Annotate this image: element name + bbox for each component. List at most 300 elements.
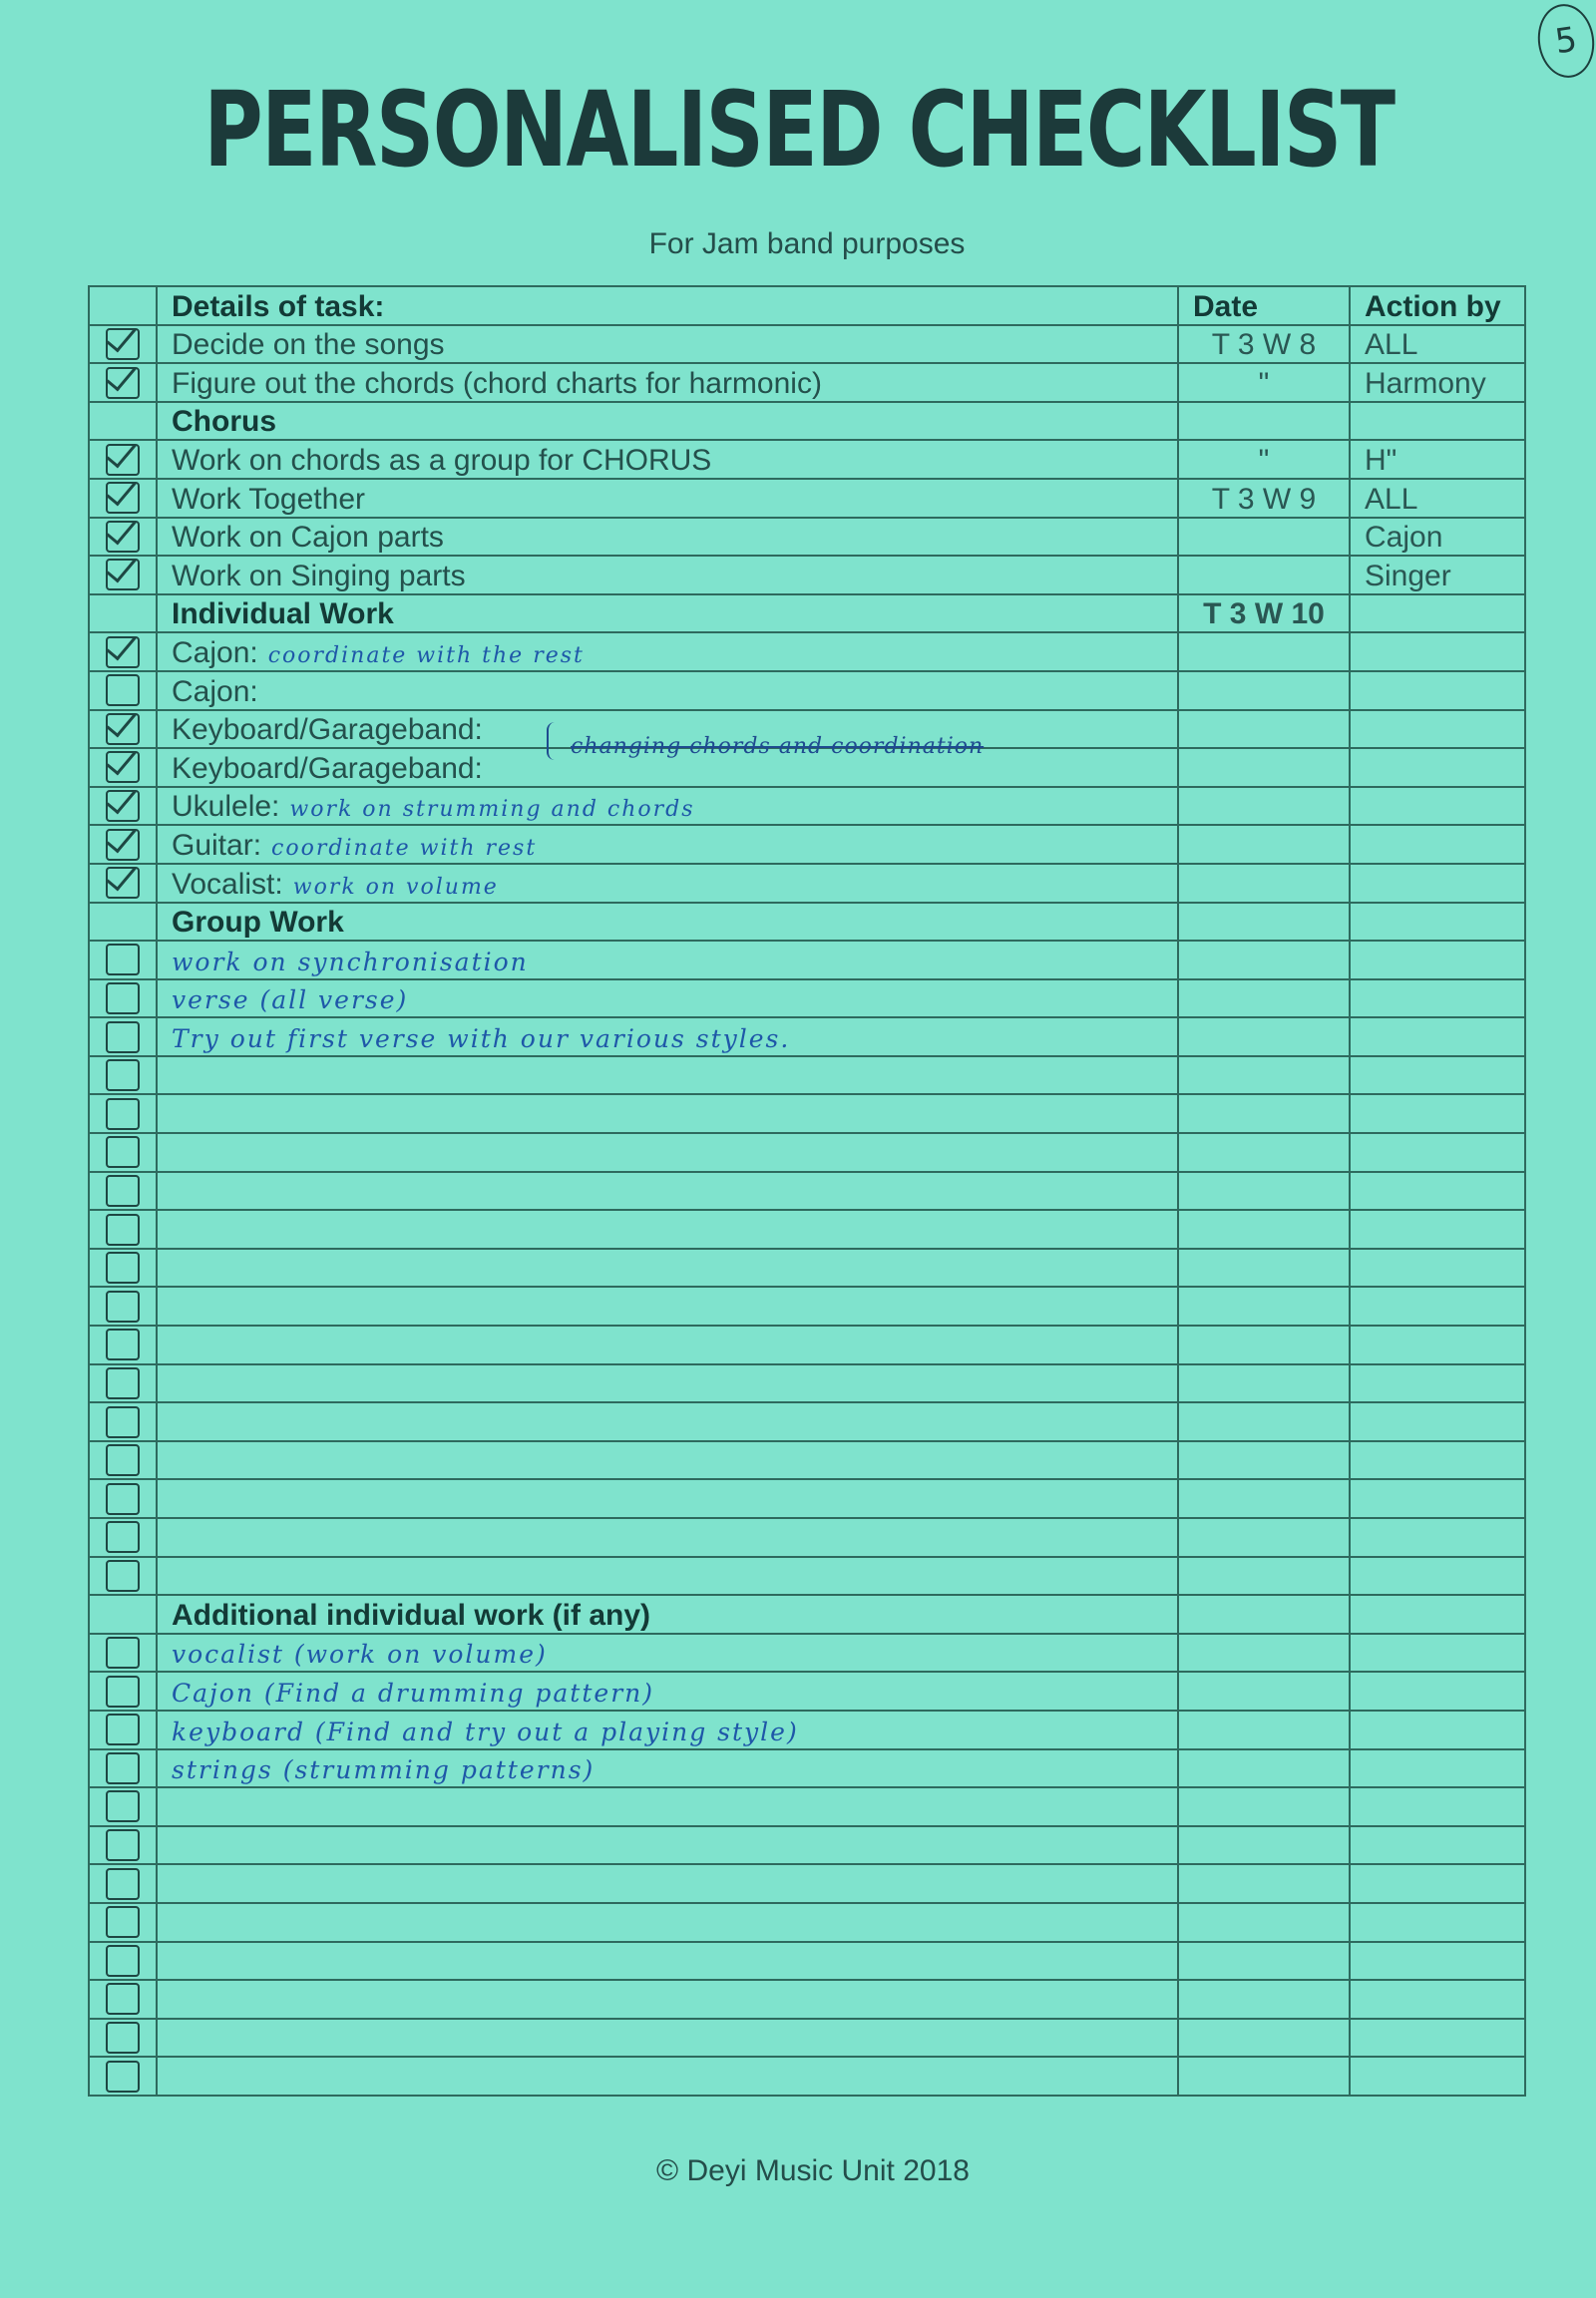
- checked-checkbox[interactable]: [106, 867, 140, 899]
- task-cell: [157, 632, 1178, 671]
- task-cell: [157, 1864, 1178, 1903]
- action-by-cell: [1350, 1711, 1525, 1749]
- checked-checkbox[interactable]: [106, 751, 140, 783]
- handwritten-note: coordinate with rest: [271, 835, 538, 861]
- checklist-row: [89, 556, 1525, 594]
- task-label: Figure out the chords (chord charts for harmonic): [172, 366, 822, 400]
- header-action: Action by: [1350, 286, 1525, 325]
- page-number: 5: [1533, 0, 1596, 81]
- checkbox-cell: [89, 1210, 157, 1249]
- action-by-cell: [1350, 1402, 1525, 1441]
- action-by-cell: [1350, 1942, 1525, 1981]
- date-cell: [1178, 903, 1350, 942]
- date-cell: [1178, 1364, 1350, 1403]
- checked-checkbox[interactable]: [106, 713, 140, 745]
- date-cell: [1178, 556, 1350, 594]
- page-subtitle: For Jam band purposes: [648, 227, 966, 260]
- section-heading: Chorus: [157, 402, 1178, 441]
- action-by-cell: [1350, 402, 1525, 441]
- action-by-cell: Harmony: [1350, 363, 1525, 402]
- checkbox-cell: [89, 1133, 157, 1172]
- checkbox-cell: [89, 1364, 157, 1403]
- checklist-row: [89, 1749, 1525, 1788]
- action-by-cell: [1350, 1826, 1525, 1865]
- handwritten-note: work on volume: [292, 874, 499, 900]
- checkbox-cell: [89, 479, 157, 518]
- date-cell: [1178, 518, 1350, 557]
- header-date: Date: [1178, 286, 1350, 325]
- task-cell: [157, 1711, 1178, 1749]
- task-cell: [157, 556, 1178, 594]
- empty-checkbox[interactable]: [106, 1136, 140, 1168]
- action-by-cell: [1350, 979, 1525, 1018]
- date-cell: [1178, 941, 1350, 979]
- checklist-row: [89, 671, 1525, 710]
- action-by-cell: [1350, 1749, 1525, 1788]
- action-by-cell: [1350, 2019, 1525, 2058]
- checklist-row: [89, 941, 1525, 979]
- action-by-cell: [1350, 1249, 1525, 1288]
- date-cell: T 3 W 10: [1178, 594, 1350, 633]
- empty-checkbox[interactable]: [106, 1444, 140, 1476]
- task-cell: [157, 1133, 1178, 1172]
- section-heading: Individual Work: [157, 594, 1178, 633]
- checked-checkbox[interactable]: [106, 482, 140, 514]
- checkbox-cell: [89, 1056, 157, 1095]
- date-cell: [1178, 748, 1350, 787]
- task-label: Cajon:: [172, 635, 258, 669]
- checkbox-cell: [89, 1402, 157, 1441]
- action-by-cell: [1350, 710, 1525, 749]
- checklist-row: [89, 1287, 1525, 1326]
- empty-checkbox[interactable]: [106, 1214, 140, 1246]
- action-by-cell: [1350, 1557, 1525, 1596]
- page-title: PERSONALISED CHECKLIST: [203, 69, 1395, 191]
- checkbox-cell: [89, 325, 157, 364]
- section-row: [89, 594, 1525, 633]
- checklist-row: [89, 1364, 1525, 1403]
- date-cell: [1178, 1595, 1350, 1634]
- empty-checkbox[interactable]: [106, 1175, 140, 1207]
- checklist-row: [89, 632, 1525, 671]
- date-cell: [1178, 1017, 1350, 1056]
- checkbox-cell: [89, 1518, 157, 1557]
- action-by-cell: [1350, 1864, 1525, 1903]
- task-label: Guitar:: [172, 828, 262, 862]
- checkbox-cell: [89, 903, 157, 942]
- empty-checkbox[interactable]: [106, 1483, 140, 1515]
- action-by-cell: [1350, 1210, 1525, 1249]
- task-cell: [157, 1326, 1178, 1364]
- action-by-cell: [1350, 1634, 1525, 1673]
- action-by-cell: [1350, 1980, 1525, 2019]
- checkbox-cell: [89, 2019, 157, 2058]
- date-cell: [1178, 402, 1350, 441]
- checkbox-cell: [89, 518, 157, 557]
- checkbox-cell: [89, 1903, 157, 1942]
- checked-checkbox[interactable]: [106, 521, 140, 553]
- handwritten-brace: [547, 722, 565, 760]
- checklist-row: [89, 2057, 1525, 2096]
- task-cell: [157, 1056, 1178, 1095]
- action-by-cell: [1350, 1787, 1525, 1826]
- checkbox-cell: [89, 1634, 157, 1673]
- checkbox-cell: [89, 1826, 157, 1865]
- checkbox-cell: [89, 1017, 157, 1056]
- action-by-cell: Singer: [1350, 556, 1525, 594]
- task-cell: [157, 440, 1178, 479]
- task-label: Cajon:: [172, 674, 258, 708]
- checkbox-cell: [89, 825, 157, 864]
- date-cell: T 3 W 9: [1178, 479, 1350, 518]
- task-cell: [157, 1094, 1178, 1133]
- task-cell: [157, 1172, 1178, 1211]
- empty-checkbox[interactable]: [106, 1521, 140, 1553]
- checkbox-cell: [89, 1557, 157, 1596]
- task-label: Work on Singing parts: [172, 559, 466, 592]
- action-by-cell: [1350, 1017, 1525, 1056]
- checkbox-cell: [89, 1787, 157, 1826]
- action-by-cell: [1350, 1479, 1525, 1518]
- date-cell: T 3 W 8: [1178, 325, 1350, 364]
- checkbox-cell: [89, 1249, 157, 1288]
- action-by-cell: [1350, 903, 1525, 942]
- date-cell: [1178, 1249, 1350, 1288]
- section-row: [89, 402, 1525, 441]
- date-cell: [1178, 1441, 1350, 1480]
- checkbox-cell: [89, 556, 157, 594]
- empty-checkbox[interactable]: [106, 1560, 140, 1592]
- task-cell: [157, 325, 1178, 364]
- checklist-row: [89, 1441, 1525, 1480]
- checklist-row: [89, 1634, 1525, 1673]
- checklist-row: [89, 363, 1525, 402]
- checklist-row: [89, 440, 1525, 479]
- action-by-cell: [1350, 2057, 1525, 2096]
- checklist-row: [89, 1172, 1525, 1211]
- task-cell: [157, 2019, 1178, 2058]
- action-by-cell: [1350, 1595, 1525, 1634]
- checklist-row: [89, 1326, 1525, 1364]
- empty-checkbox[interactable]: [106, 1059, 140, 1091]
- task-cell: [157, 787, 1178, 826]
- action-by-cell: [1350, 632, 1525, 671]
- date-cell: [1178, 1980, 1350, 2019]
- date-cell: [1178, 1672, 1350, 1711]
- empty-checkbox[interactable]: [106, 944, 140, 975]
- empty-checkbox[interactable]: [106, 1790, 140, 1822]
- action-by-cell: [1350, 864, 1525, 903]
- header-row: [89, 286, 1525, 325]
- date-cell: [1178, 710, 1350, 749]
- empty-checkbox[interactable]: [106, 1829, 140, 1861]
- checkbox-cell: [89, 2057, 157, 2096]
- checklist-row: [89, 518, 1525, 557]
- task-cell: [157, 1402, 1178, 1441]
- checklist-row: [89, 1942, 1525, 1981]
- handwritten-note: verse (all verse): [172, 985, 409, 1015]
- task-label: Work on chords as a group for CHORUS: [172, 443, 712, 477]
- task-label: Keyboard/Garageband:: [172, 713, 483, 747]
- task-cell: [157, 1017, 1178, 1056]
- checkbox-cell: [89, 748, 157, 787]
- action-by-cell: H": [1350, 440, 1525, 479]
- task-cell: [157, 1557, 1178, 1596]
- task-cell: [157, 1672, 1178, 1711]
- empty-checkbox[interactable]: [106, 674, 140, 706]
- action-by-cell: [1350, 1441, 1525, 1480]
- checkbox-cell: [89, 594, 157, 633]
- checklist-row: [89, 1711, 1525, 1749]
- task-cell: [157, 1980, 1178, 2019]
- task-cell: [157, 2057, 1178, 2096]
- date-cell: ": [1178, 363, 1350, 402]
- task-cell: [157, 825, 1178, 864]
- task-label: Decide on the songs: [172, 328, 445, 362]
- date-cell: [1178, 1711, 1350, 1749]
- checklist-row: [89, 1210, 1525, 1249]
- empty-checkbox[interactable]: [106, 982, 140, 1014]
- checkbox-cell: [89, 1479, 157, 1518]
- date-cell: [1178, 1864, 1350, 1903]
- action-by-cell: [1350, 941, 1525, 979]
- action-by-cell: ALL: [1350, 479, 1525, 518]
- task-cell: [157, 1787, 1178, 1826]
- date-cell: [1178, 632, 1350, 671]
- handwritten-note: Try out first verse with our various styles.: [172, 1023, 791, 1053]
- checklist-row: [89, 1249, 1525, 1288]
- action-by-cell: [1350, 1518, 1525, 1557]
- checked-checkbox[interactable]: [106, 444, 140, 476]
- empty-checkbox[interactable]: [106, 1021, 140, 1053]
- task-cell: [157, 864, 1178, 903]
- checklist-row: [89, 1903, 1525, 1942]
- task-cell: [157, 1210, 1178, 1249]
- checklist-row: [89, 787, 1525, 826]
- date-cell: [1178, 671, 1350, 710]
- action-by-cell: [1350, 748, 1525, 787]
- empty-checkbox[interactable]: [106, 1291, 140, 1323]
- date-cell: [1178, 1326, 1350, 1364]
- checkbox-cell: [89, 1672, 157, 1711]
- date-cell: [1178, 1942, 1350, 1981]
- checkbox-cell: [89, 941, 157, 979]
- empty-checkbox[interactable]: [106, 2022, 140, 2054]
- task-cell: [157, 1441, 1178, 1480]
- date-cell: [1178, 1172, 1350, 1211]
- checklist-row: [89, 825, 1525, 864]
- task-label: Vocalist:: [172, 867, 283, 901]
- empty-checkbox[interactable]: [106, 2061, 140, 2093]
- checked-checkbox[interactable]: [106, 328, 140, 360]
- checkbox-cell: [89, 1595, 157, 1634]
- date-cell: [1178, 1479, 1350, 1518]
- header-box-cell: [89, 286, 157, 325]
- empty-checkbox[interactable]: [106, 1868, 140, 1900]
- empty-checkbox[interactable]: [106, 1714, 140, 1745]
- checkbox-cell: [89, 363, 157, 402]
- action-by-cell: ALL: [1350, 325, 1525, 364]
- checkbox-cell: [89, 1980, 157, 2019]
- checkbox-cell: [89, 402, 157, 441]
- date-cell: [1178, 1402, 1350, 1441]
- checkbox-cell: [89, 1172, 157, 1211]
- checklist-row: [89, 1557, 1525, 1596]
- checklist-row: [89, 1518, 1525, 1557]
- checkbox-cell: [89, 710, 157, 749]
- empty-checkbox[interactable]: [106, 1983, 140, 2015]
- task-cell: [157, 1826, 1178, 1865]
- date-cell: [1178, 1557, 1350, 1596]
- checkbox-cell: [89, 440, 157, 479]
- date-cell: [1178, 1210, 1350, 1249]
- action-by-cell: [1350, 1287, 1525, 1326]
- empty-checkbox[interactable]: [106, 1367, 140, 1399]
- checkbox-cell: [89, 1441, 157, 1480]
- task-cell: [157, 1942, 1178, 1981]
- empty-checkbox[interactable]: [106, 1098, 140, 1130]
- task-cell: [157, 479, 1178, 518]
- checkbox-cell: [89, 864, 157, 903]
- action-by-cell: [1350, 1326, 1525, 1364]
- date-cell: [1178, 864, 1350, 903]
- empty-checkbox[interactable]: [106, 1945, 140, 1977]
- date-cell: [1178, 979, 1350, 1018]
- section-heading: Group Work: [157, 903, 1178, 942]
- date-cell: [1178, 825, 1350, 864]
- checklist-row: [89, 325, 1525, 364]
- action-by-cell: [1350, 671, 1525, 710]
- checkbox-cell: [89, 1749, 157, 1788]
- checklist-row: [89, 1094, 1525, 1133]
- date-cell: ": [1178, 440, 1350, 479]
- handwritten-note: Cajon (Find a drumming pattern): [172, 1678, 654, 1708]
- action-by-cell: [1350, 1672, 1525, 1711]
- date-cell: [1178, 1903, 1350, 1942]
- date-cell: [1178, 2019, 1350, 2058]
- checklist-row: [89, 1133, 1525, 1172]
- checklist-row: [89, 1826, 1525, 1865]
- empty-checkbox[interactable]: [106, 1906, 140, 1938]
- date-cell: [1178, 2057, 1350, 2096]
- checklist-row: [89, 1980, 1525, 2019]
- checkbox-cell: [89, 979, 157, 1018]
- task-label: Ukulele:: [172, 790, 280, 824]
- action-by-cell: Cajon: [1350, 518, 1525, 557]
- task-cell: [157, 1903, 1178, 1942]
- empty-checkbox[interactable]: [106, 1252, 140, 1284]
- checked-checkbox[interactable]: [106, 829, 140, 861]
- checklist-row: [89, 1787, 1525, 1826]
- checklist-row: [89, 1479, 1525, 1518]
- date-cell: [1178, 1787, 1350, 1826]
- handwritten-note: coordinate with the rest: [267, 642, 585, 668]
- date-cell: [1178, 1056, 1350, 1095]
- action-by-cell: [1350, 1133, 1525, 1172]
- handwritten-note: strings (strumming patterns): [172, 1755, 596, 1785]
- task-cell: [157, 518, 1178, 557]
- task-cell: [157, 1749, 1178, 1788]
- checklist-row: [89, 1056, 1525, 1095]
- checklist-row: [89, 479, 1525, 518]
- handwritten-note: keyboard (Find and try out a playing style): [172, 1717, 799, 1746]
- handwritten-note: work on synchronisation: [172, 947, 529, 976]
- checked-checkbox[interactable]: [106, 790, 140, 822]
- action-by-cell: [1350, 594, 1525, 633]
- date-cell: [1178, 787, 1350, 826]
- checkbox-cell: [89, 1326, 157, 1364]
- date-cell: [1178, 1287, 1350, 1326]
- checkbox-cell: [89, 1287, 157, 1326]
- checked-checkbox[interactable]: [106, 367, 140, 399]
- task-cell: [157, 671, 1178, 710]
- handwritten-note: vocalist (work on volume): [172, 1640, 548, 1670]
- date-cell: [1178, 1518, 1350, 1557]
- task-cell: [157, 363, 1178, 402]
- date-cell: [1178, 1826, 1350, 1865]
- date-cell: [1178, 1094, 1350, 1133]
- header-task: Details of task:: [157, 286, 1178, 325]
- checklist-row: [89, 1672, 1525, 1711]
- empty-checkbox[interactable]: [106, 1676, 140, 1708]
- task-cell: [157, 1364, 1178, 1403]
- action-by-cell: [1350, 787, 1525, 826]
- handwritten-brace-note: changing chords and coordination: [571, 734, 985, 759]
- date-cell: [1178, 1634, 1350, 1673]
- empty-checkbox[interactable]: [106, 1752, 140, 1784]
- action-by-cell: [1350, 1903, 1525, 1942]
- section-heading: Additional individual work (if any): [157, 1595, 1178, 1634]
- empty-checkbox[interactable]: [106, 1329, 140, 1360]
- handwritten-note: work on strumming and chords: [289, 797, 695, 823]
- section-row: [89, 903, 1525, 942]
- action-by-cell: [1350, 1364, 1525, 1403]
- action-by-cell: [1350, 825, 1525, 864]
- checked-checkbox[interactable]: [106, 636, 140, 668]
- checked-checkbox[interactable]: [106, 559, 140, 590]
- task-cell: [157, 1479, 1178, 1518]
- action-by-cell: [1350, 1056, 1525, 1095]
- checkbox-cell: [89, 787, 157, 826]
- date-cell: [1178, 1133, 1350, 1172]
- section-row: [89, 1595, 1525, 1634]
- task-cell: [157, 941, 1178, 979]
- checklist-row: [89, 1402, 1525, 1441]
- checklist-row: [89, 1017, 1525, 1056]
- task-cell: [157, 1249, 1178, 1288]
- task-cell: [157, 1518, 1178, 1557]
- checklist-row: [89, 1864, 1525, 1903]
- task-cell: [157, 1634, 1178, 1673]
- task-label: Keyboard/Garageband:: [172, 751, 483, 785]
- action-by-cell: [1350, 1094, 1525, 1133]
- task-cell: [157, 1287, 1178, 1326]
- checkbox-cell: [89, 1711, 157, 1749]
- copyright-footer: © Deyi Music Unit 2018: [656, 2154, 970, 2187]
- action-by-cell: [1350, 1172, 1525, 1211]
- checkbox-cell: [89, 1942, 157, 1981]
- date-cell: [1178, 1749, 1350, 1788]
- task-cell: [157, 979, 1178, 1018]
- checklist-table: [88, 285, 1526, 2097]
- empty-checkbox[interactable]: [106, 1637, 140, 1669]
- checkbox-cell: [89, 632, 157, 671]
- checkbox-cell: [89, 671, 157, 710]
- checkbox-cell: [89, 1864, 157, 1903]
- checkbox-cell: [89, 1094, 157, 1133]
- task-label: Work on Cajon parts: [172, 521, 444, 555]
- empty-checkbox[interactable]: [106, 1406, 140, 1438]
